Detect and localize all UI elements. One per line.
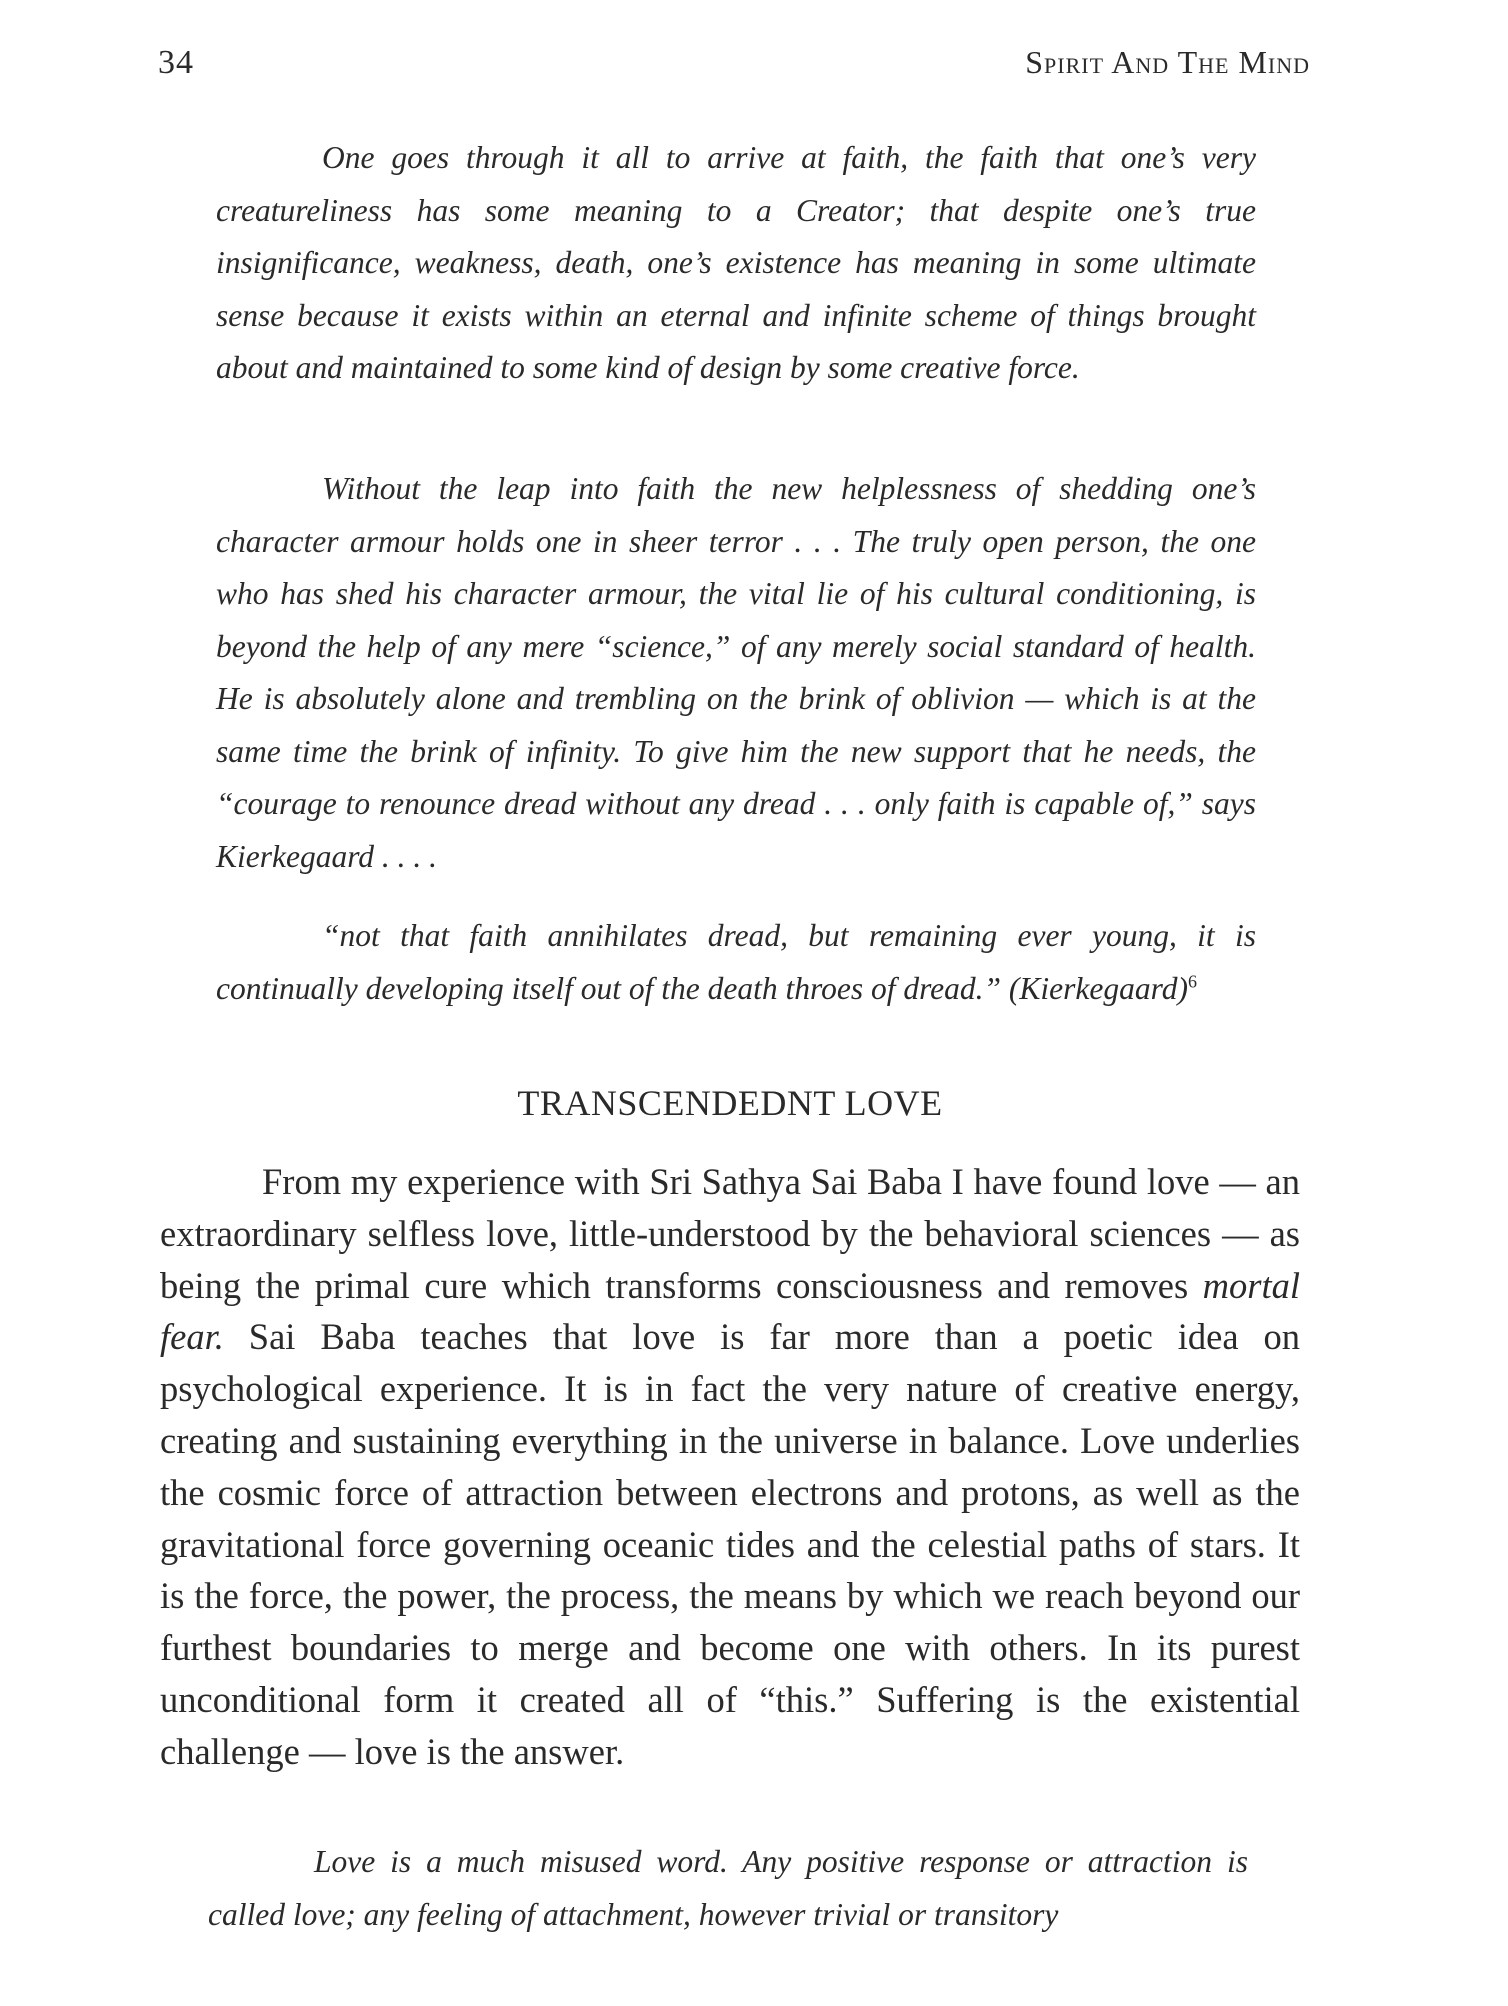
- section-heading: TRANSCENDEDNT LOVE: [517, 1083, 943, 1123]
- block-quote-1: [216, 132, 1256, 395]
- running-head: Spirit And The Mind: [1025, 44, 1310, 80]
- body-text-part-1: From my experience with Sri Sathya Sai Baba I have found love — an extraordinary selfless love, little-understood by the behavioral sciences — as being the primal cure which transforms consciousness and removes: [160, 1161, 1300, 1306]
- quote-text: “not that faith annihilates dread, but remaining ever young, it is continually developing itself out of the death throes of dread.” (Kierkegaard): [216, 918, 1256, 1006]
- body-paragraph: [160, 1156, 1300, 1778]
- block-quote-4: [208, 1836, 1248, 1941]
- quote-text: Without the leap into faith the new helplessness of shedding one’s character armour holds one in sheer terror . . . The truly open person, the one who has shed his character armour, the vital lie of his cultural conditioning, is beyond the help of any mere “science,” of any merely social standard of health. He is absolutely alone and trembling on the brink of oblivion — which is at the same time the brink of infinity. To give him the new support that he needs, the “courage to renounce dread without any dread . . . only faith is capable of,” says Kierkegaard . . . .: [216, 471, 1256, 874]
- block-quote-3: [216, 910, 1256, 1015]
- block-quote-2: [216, 463, 1256, 883]
- body-text-part-2: Sai Baba teaches that love is far more than a poetic idea on psychological experience. It is in fact the very nature of creative energy, creating and sustaining everything in the universe in balance. Love underlies the cosmic force of attraction between electrons and protons, as well as the gravitational force governing oceanic tides and the celestial paths of stars. It is the force, the power, the process, the means by which we reach beyond our furthest boundaries to merge and become one with others. In its purest unconditional form it created all of “this.” Suffering is the existential challenge — love is the answer.: [160, 1316, 1300, 1772]
- quote-text: One goes through it all to arrive at faith, the faith that one’s very creatureliness has some meaning to a Creator; that despite one’s true insignificance, weakness, death, one’s existence has meaning in some ultimate sense because it exists within an eternal and infinite scheme of things brought about and maintained to some kind of design by some creative force.: [216, 140, 1256, 385]
- quote-text: Love is a much misused word. Any positive response or attraction is called love; any feeling of attachment, however trivial or transitory: [208, 1844, 1248, 1932]
- page-header: [158, 44, 1310, 94]
- page-number: 34: [158, 44, 194, 81]
- footnote-marker: 6: [1187, 971, 1197, 991]
- body-emphasis: mortal fear.: [160, 1264, 1300, 1358]
